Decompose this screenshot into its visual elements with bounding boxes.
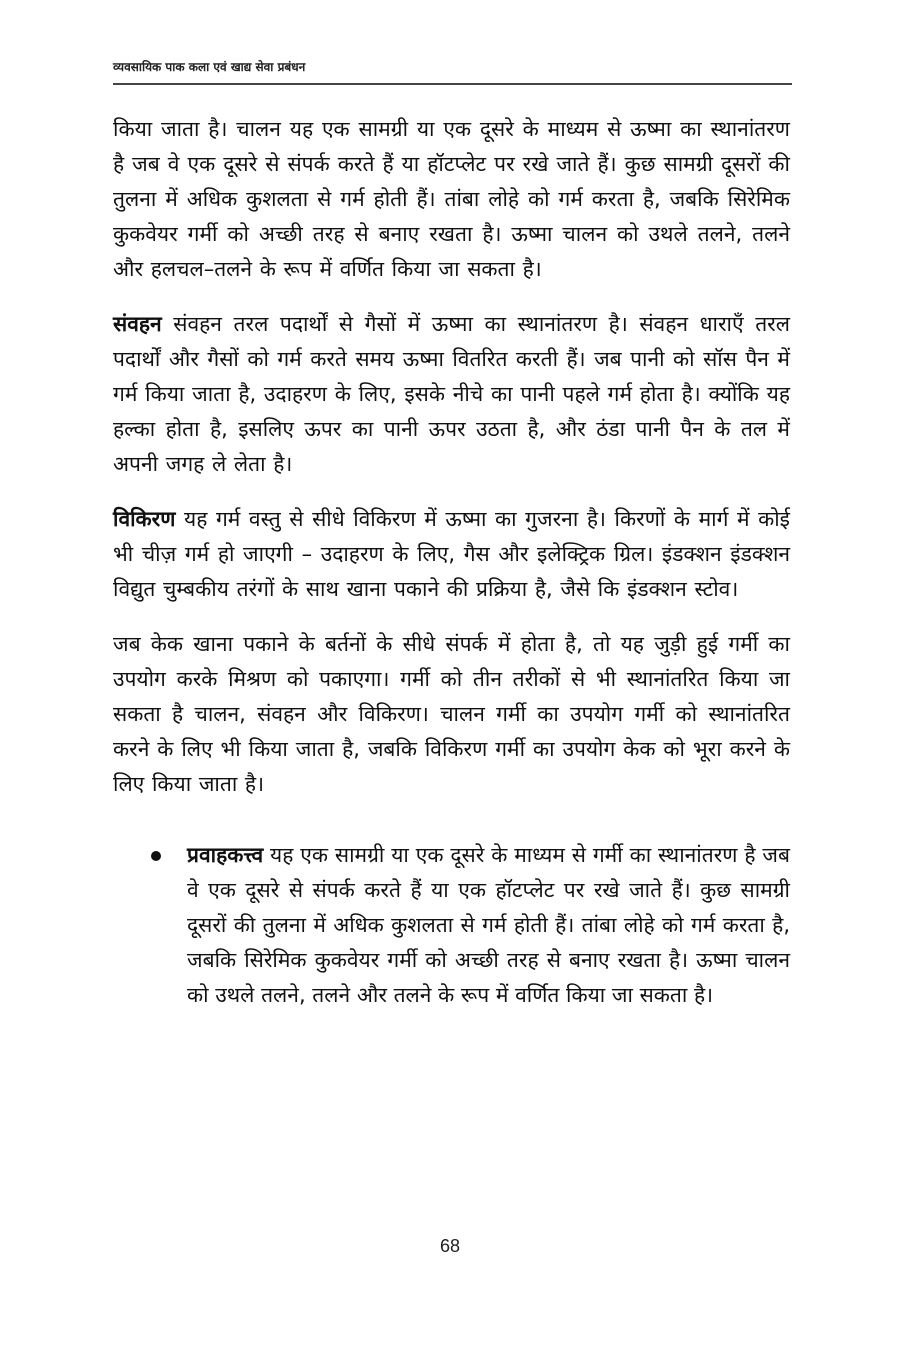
term-conduction: प्रवाहकत्त्व	[187, 843, 264, 867]
bullet-text: यह एक सामग्री या एक दूसरे के माध्यम से गर्मी का स्थानांतरण है जब वे एक दूसरे से संपर्क करते हैं या एक हॉटप्लेट पर रखे जाते हैं। कुछ सामग्री दूसरों की तुलना में अधिक कुशलता से गर्म होती हैं। तांबा लोहे को गर्म करता है, जबकि सिरेमिक कुकवेयर गर्मी को अच्छी तरह से बनाए रखता है। ऊष्मा चालन को उथले तलने, तलने और तलने के रूप में वर्णित किया जा सकता है।	[187, 843, 790, 1007]
paragraph-cake-heat	[113, 627, 790, 802]
bullet-dot-icon	[151, 851, 161, 861]
paragraph-conduction-continued	[113, 112, 790, 287]
bullet-list	[113, 838, 790, 1013]
paragraph-text: जब केक खाना पकाने के बर्तनों के सीधे संपर्क में होता है, तो यह जुड़ी हुई गर्मी का उपयोग करके मिश्रण को पकाएगा। गर्मी को तीन तरीकों से भी स्थानांतरित किया जा सकता है चालन, संवहन और विकिरण। चालन गर्मी का उपयोग गर्मी को स्थानांतरित करने के लिए भी किया जाता है, जबकि विकिरण गर्मी का उपयोग केक को भूरा करने के लिए किया जाता है।	[113, 632, 790, 796]
paragraph-text: यह गर्म वस्तु से सीधे विकिरण में ऊष्मा का गुजरना है। किरणों के मार्ग में कोई भी चीज़ गर्म हो जाएगी – उदाहरण के लिए, गैस और इलेक्ट्रिक ग्रिल। इंडक्शन इंडक्शन विद्युत चुम्बकीय तरंगों के साथ खाना पकाने की प्रक्रिया है, जैसे कि इंडक्शन स्टोव।	[113, 507, 790, 601]
paragraph-text: किया जाता है। चालन यह एक सामग्री या एक दूसरे के माध्यम से ऊष्मा का स्थानांतरण है जब वे एक दूसरे से संपर्क करते हैं या हॉटप्लेट पर रखे जाते हैं। कुछ सामग्री दूसरों की तुलना में अधिक कुशलता से गर्म होती हैं। तांबा लोहे को गर्म करता है, जबकि सिरेमिक कुकवेयर गर्मी को अच्छी तरह से बनाए रखता है। ऊष्मा चालन को उथले तलने, तलने और हलचल–तलने के रूप में वर्णित किया जा सकता है।	[113, 117, 790, 281]
page-number: 68	[439, 1236, 461, 1256]
header-divider	[113, 83, 792, 85]
term-radiation: विकिरण	[113, 507, 176, 531]
list-item	[113, 838, 790, 1013]
page-body	[113, 112, 790, 1013]
paragraph-text: संवहन तरल पदार्थों से गैसों में ऊष्मा का स्थानांतरण है। संवहन धाराएँ तरल पदार्थों और गैसों को गर्म करते समय ऊष्मा वितरित करती हैं। जब पानी को सॉस पैन में गर्म किया जाता है, उदाहरण के लिए, इसके नीचे का पानी पहले गर्म होता है। क्योंकि यह हल्का होता है, इसलिए ऊपर का पानी ऊपर उठता है, और ठंडा पानी पैन के तल में अपनी जगह ले लेता है।	[113, 312, 790, 476]
paragraph-radiation	[113, 502, 790, 607]
paragraph-convection	[113, 307, 790, 482]
term-convection: संवहन	[113, 312, 162, 336]
running-header: व्यवसायिक पाक कला एवं खाद्य सेवा प्रबंधन	[113, 60, 306, 74]
